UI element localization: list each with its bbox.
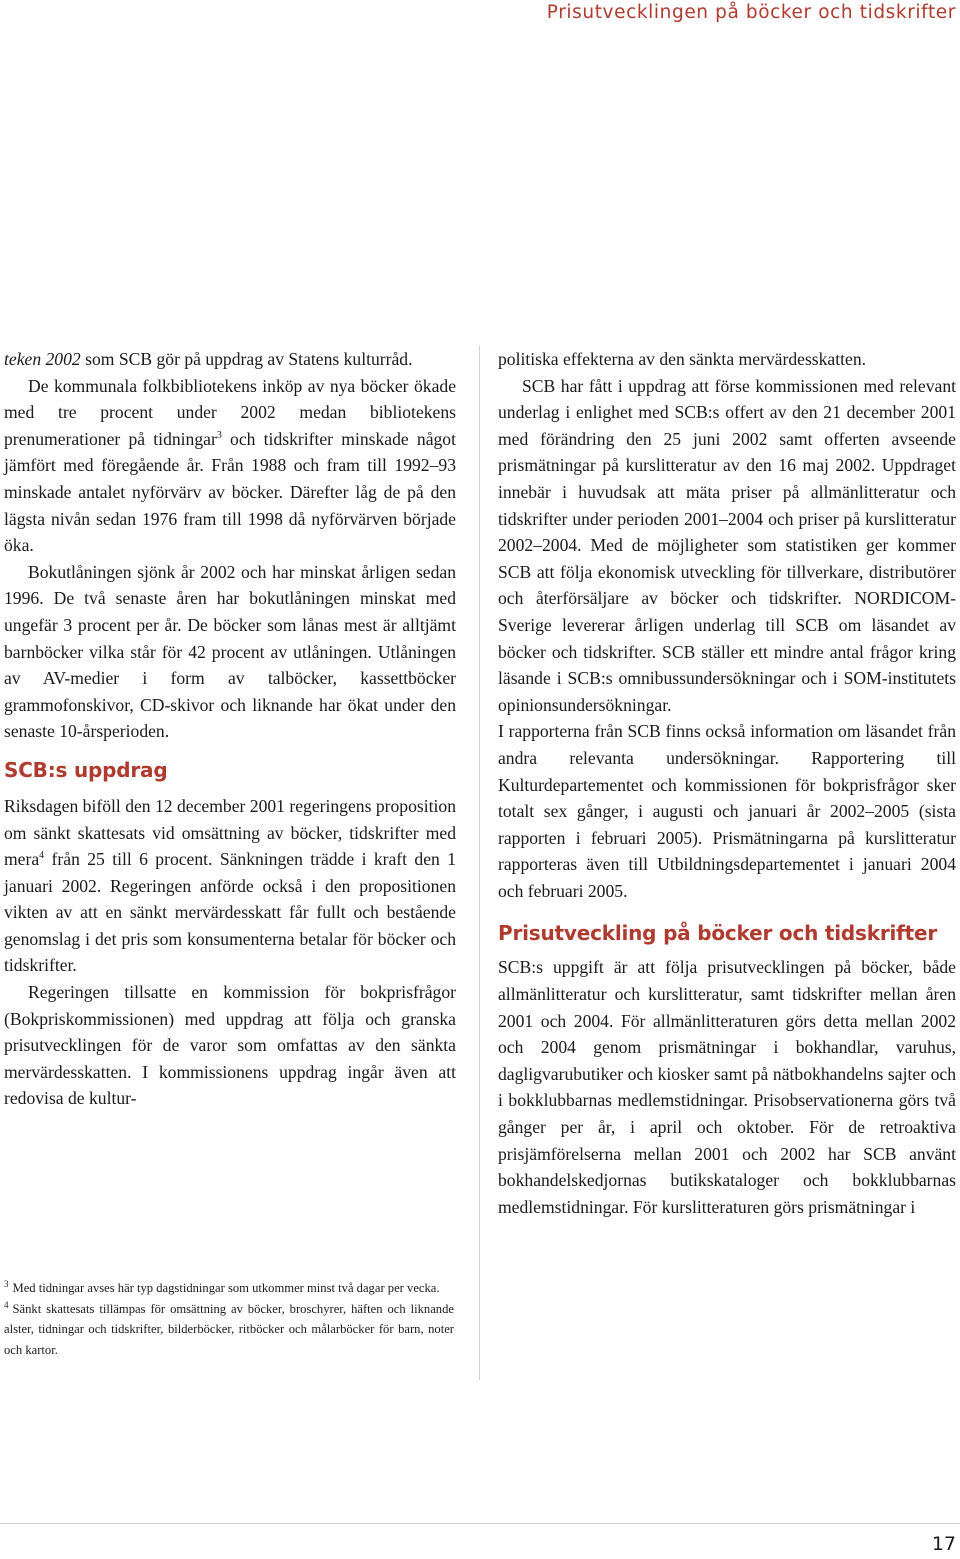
column-divider [479, 346, 480, 1380]
running-head: Prisutvecklingen på böcker och tidskrifter [546, 2, 956, 23]
paragraph-continuation: politiska effekterna av den sänkta mervärdesskatten. [498, 349, 867, 369]
paragraph-text: Riksdagen biföll den 12 december 2001 regeringens proposition om sänkt skattesats vid omsättning av böcker, tidskrifter med mera [4, 795, 456, 870]
left-column [4, 346, 456, 1112]
section-heading-scb-uppdrag: SCB:s uppdrag [4, 757, 168, 782]
emphasis-text: teken 2002 [4, 349, 81, 369]
paragraph-commission: Regeringen tillsatte en kommission för bokprisfrågor (Bokpriskommissionen) med uppdrag att följa och granska prisutvecklingen för de varor som omfattas av den sänkta mervärdesskatten. I kommissionens uppdrag ingår även att redovisa de kultur- [4, 982, 456, 1109]
paragraph-price-monitoring: SCB:s uppgift är att följa prisutvecklingen på böcker, både allmänlitteratur och kurslitteratur, samt tidskrifter mellan åren 2001 och 2004. För allmänlitteraturen görs detta mellan 2002 och 2004 genom prismätningar i bokhandlar, varuhus, dagligvarubutiker och kiosker samt på nätbokhandelns sajter och i bokklubbarnas medlemstidningar. Prisobservationerna görs två gånger per år, i april och oktober. För de retroaktiva prisjämförelserna mellan 2001 och 2002 har SCB använt bokhandelskedjornas butikskataloger och bokklubbarnas medlemstidningar. För kurslitteraturen görs prismätningar i [498, 957, 956, 1217]
paragraph-library-purchases [4, 373, 456, 559]
paragraph-riksdagen [4, 793, 456, 979]
section-heading-prisutveckling: Prisutveckling på böcker och tidskrifter [498, 921, 938, 946]
paragraph-text: från 25 till 6 procent. Sänkningen trädde i kraft den 1 januari 2002. Regeringen anförde också i den propositionen vikten av att en sänkt mervärdesskatt får fullt och bestående genomslag i det pris som konsumenterna betalar för böcker och tidskrifter. [4, 849, 456, 976]
footnote-text: Med tidningar avses här typ dagstidningar som utkommer minst två dagar per vecka. [12, 1281, 440, 1295]
paragraph-scb-assignment: SCB har fått i uppdrag att förse kommissionen med relevant underlag i enlighet med SCB:s offert av den 21 december 2001 med förändring den 25 juni 2002 samt offerten avseende prismätningar på kurslitteratur av den 16 maj 2002. Uppdraget innebär i huvudsak att mäta priser på allmänlitteratur och tidskrifter under perioden 2001–2004 och priser på kurslitteratur 2002–2004. Med de möjligheter som statistiken ger kommer SCB att följa ekonomisk utveckling för tillverkare, distributörer och återförsäljare av böcker och tidskrifter. NORDICOM-Sverige levererar årligen underlag till SCB om läsandet av böcker och tidskrifter. SCB ställer ett mindre antal frågor kring läsande i SCB:s omnibussundersökningar och i SOM-institutets opinionsundersökningar. [498, 375, 956, 715]
footnote-ref[interactable]: 3 [216, 429, 222, 441]
paragraph-book-lending: Bokutlåningen sjönk år 2002 och har minskat årligen sedan 1996. De två senaste åren har bokutlåningen minskat med ungefär 3 procent per år. De böcker som lånas mest är alltjämt barnböcker vilka står för 42 procent av utlåningen. Utlåningen av AV-medier i form av talböcker, kassettböcker grammofonskivor, CD-skivor och liknande har ökat under den senaste 10-årsperioden. [4, 561, 456, 742]
footnote-ref[interactable]: 4 [39, 850, 45, 862]
footnote-number: 3 [4, 1279, 9, 1289]
paragraph-text: som SCB gör på uppdrag av Statens kulturråd. [80, 349, 413, 369]
footnotes [4, 1278, 454, 1360]
footnote [4, 1299, 454, 1361]
paragraph-text: De kommunala folkbibliotekens inköp av nya böcker ökade med tre procent under 2002 medan bibliotekens prenumerationer på tidningar [4, 375, 456, 449]
page-number: 17 [931, 1533, 956, 1555]
paragraph-reports: I rapporterna från SCB finns också information om läsandet från andra relevanta undersökningar. Rapportering till Kulturdepartementet och kommissionen för bokprisfrågor sker totalt sex gånger, i augusti och januari år 2002–2005 (sista rapporten i februari 2005). Prismätningarna på kurslitteratur rapporteras även till Utbildningsdepartementet i januari 2004 och februari 2005. [498, 721, 956, 901]
footnote [4, 1278, 454, 1299]
right-column [498, 346, 956, 1220]
paragraph-continuation [4, 346, 456, 373]
paragraph-text: och tidskrifter minskade något jämfört med föregående år. Från 1988 och fram till 1992–93 minskade antalet nyförvärv av böcker. Därefter låg de på den lägsta nivån sedan 1976 fram till 1998 då nyförvärven började öka. [4, 428, 456, 556]
footnote-number: 4 [4, 1299, 9, 1310]
footnote-text: Sänkt skattesats tillämpas för omsättning av böcker, broschyrer, häften och liknande alster, tidningar och tidskrifter, bilderböcker, ritböcker och målarböcker för barn, noter och kartor. [4, 1301, 454, 1357]
footer-rule [0, 1523, 960, 1524]
